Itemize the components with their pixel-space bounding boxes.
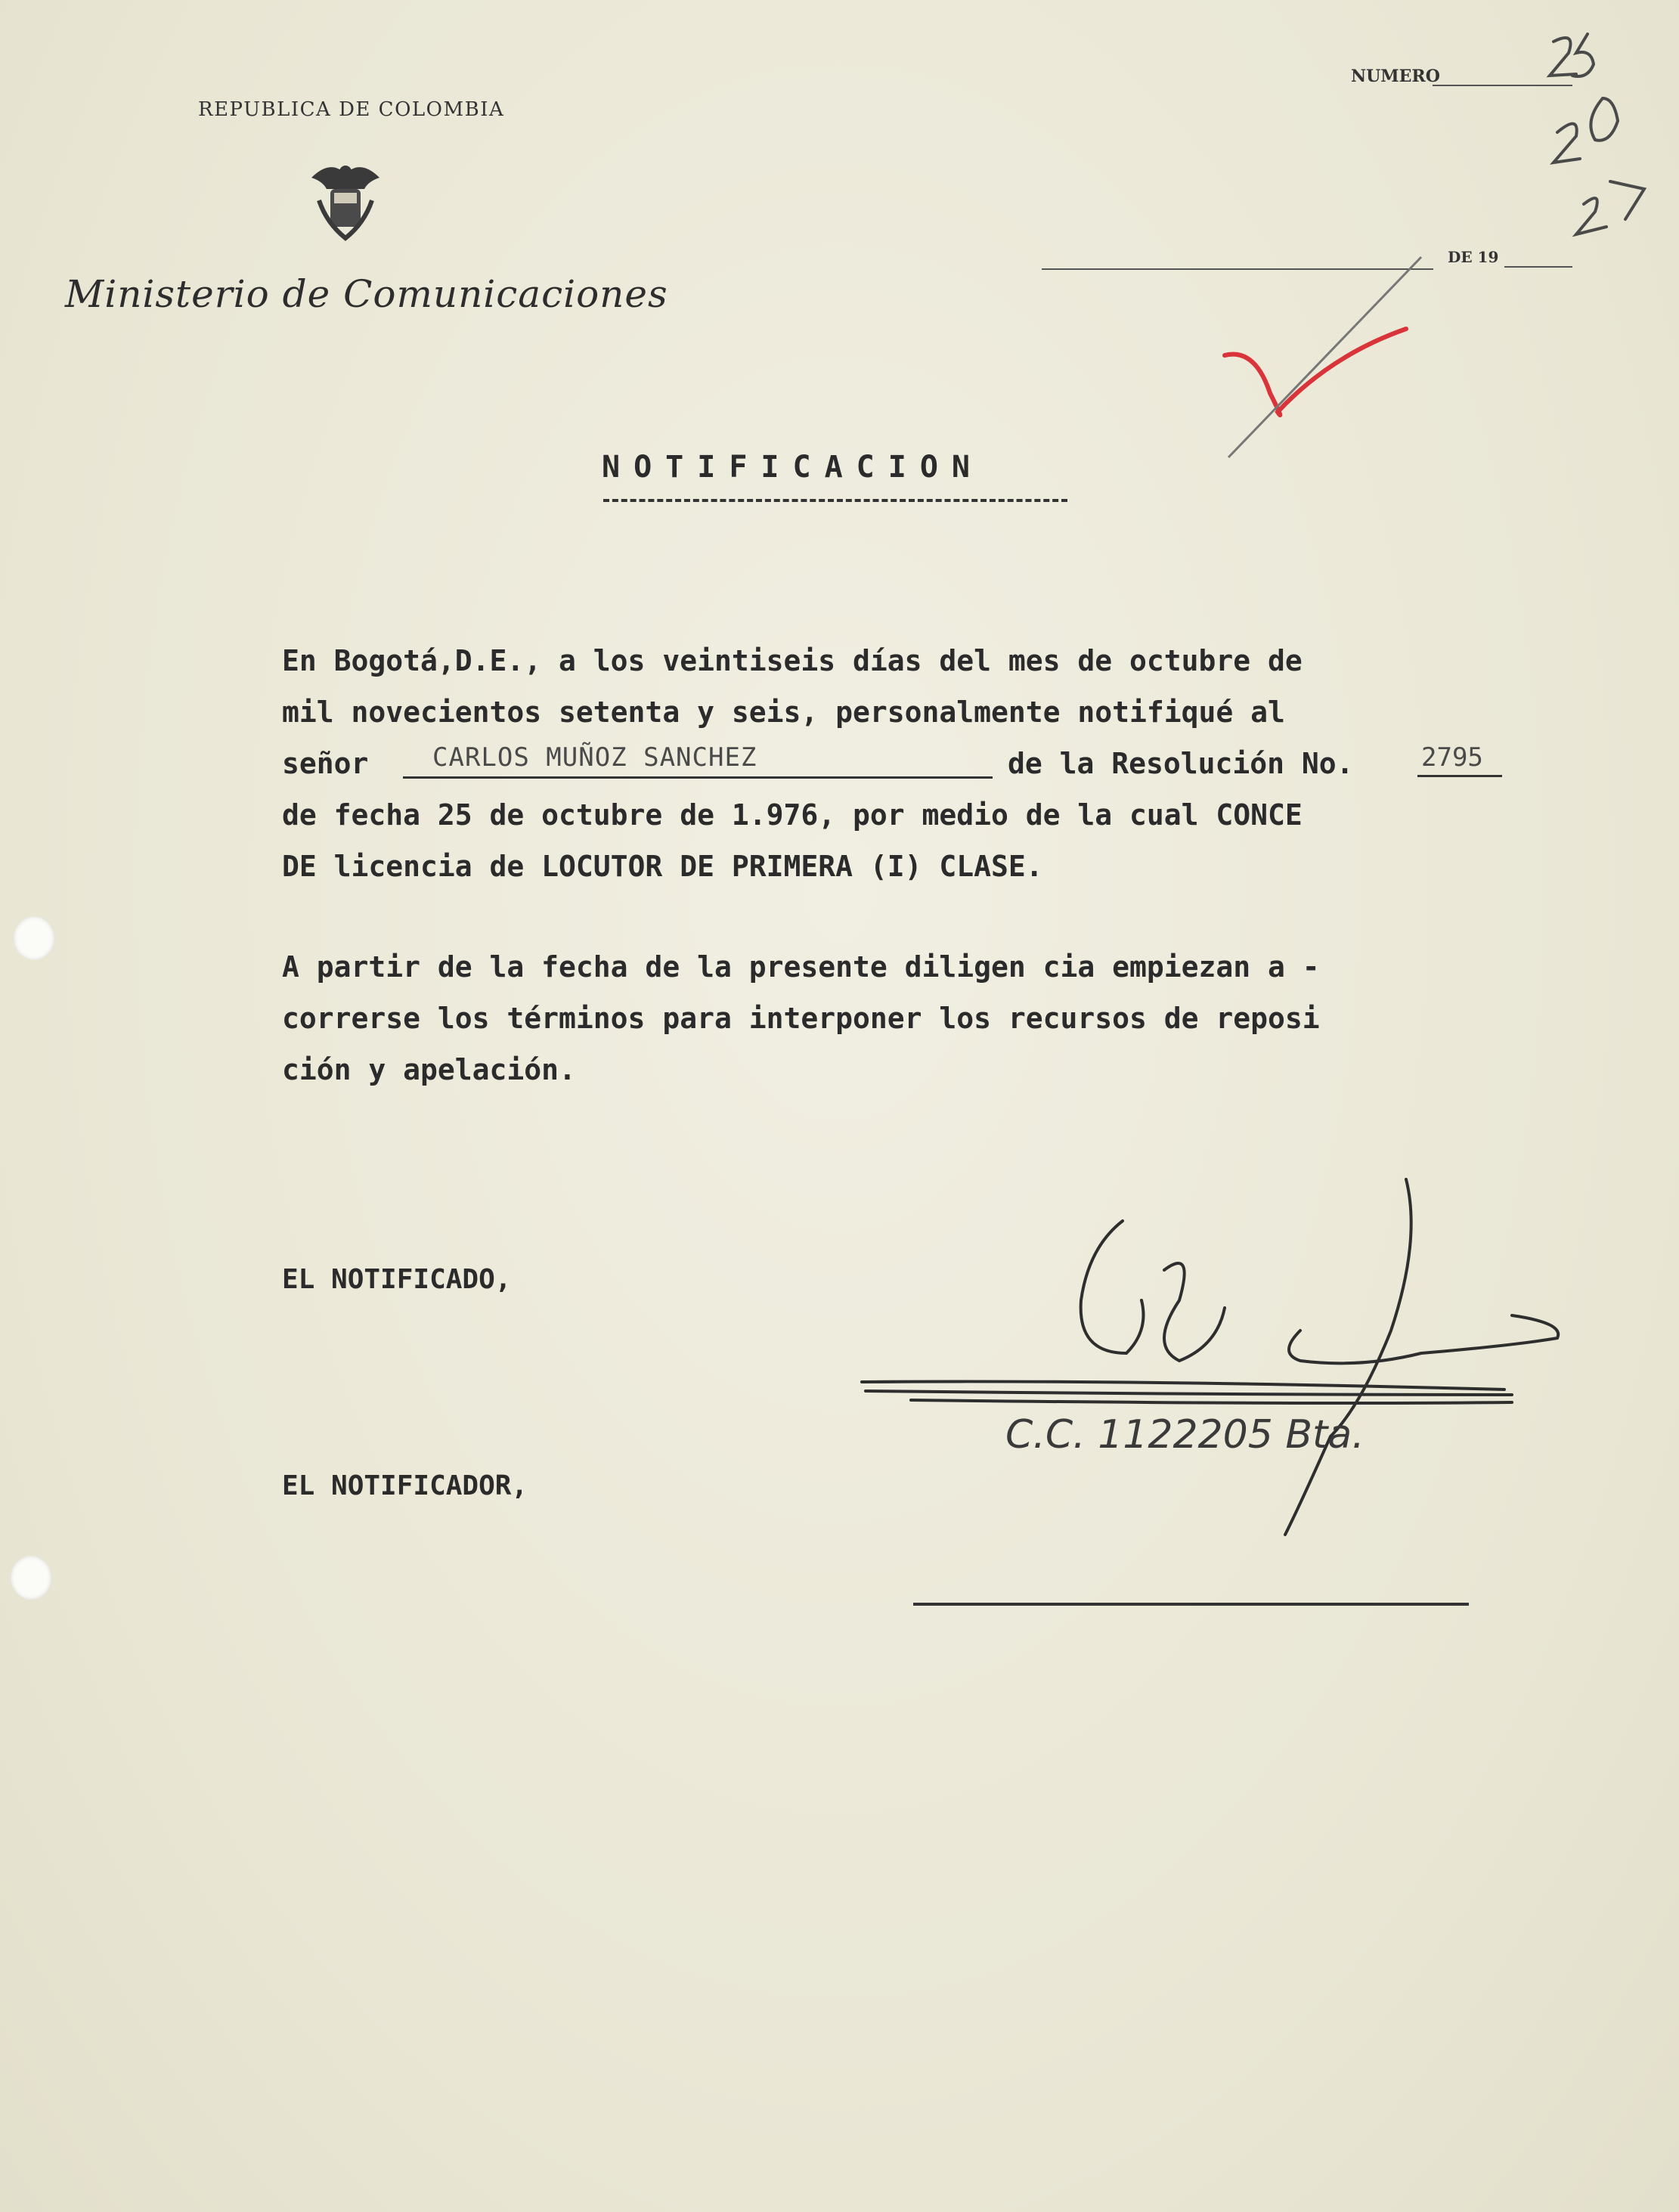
notified-person-name: CARLOS MUÑOZ SANCHEZ (432, 742, 757, 773)
red-check-mark (1225, 329, 1406, 415)
date-label: DE 19 (1448, 248, 1499, 266)
body-line: ción y apelación. (282, 1053, 576, 1086)
notificado-label: EL NOTIFICADO, (282, 1264, 512, 1295)
document-title: NOTIFICACION (602, 450, 984, 485)
resolution-underline (1417, 775, 1502, 777)
notificador-signature-line (913, 1603, 1469, 1606)
body-line: de fecha 25 de octubre de 1.976, por medio de la cual CONCE (282, 798, 1303, 832)
signature (862, 1179, 1558, 1535)
resolution-number: 2795 (1421, 742, 1483, 773)
handwritten-id: C.C. 1122205 Bta. (1005, 1412, 1365, 1458)
body-line: correrse los términos para interponer los recursos de reposi (282, 1002, 1320, 1035)
ministry-name: Ministerio de Comunicaciones (65, 272, 668, 316)
letterhead-country: REPUBLICA DE COLOMBIA (198, 98, 505, 121)
pencil-stroke (1228, 257, 1421, 457)
handwritten-numbers (1550, 34, 1644, 234)
name-underline (403, 776, 993, 779)
body-line: señor (282, 747, 369, 780)
numero-label: NUMERO (1351, 67, 1440, 86)
title-underline (603, 499, 1067, 502)
notificador-label: EL NOTIFICADOR, (282, 1470, 528, 1501)
body-line: DE licencia de LOCUTOR DE PRIMERA (I) CLASE. (282, 850, 1043, 883)
body-line: A partir de la fecha de la presente diligen cia empiezan a - (282, 950, 1320, 984)
body-line: mil novecientos setenta y seis, personalmente notifiqué al (282, 696, 1285, 729)
body-line: En Bogotá,D.E., a los veintiseis días del mes de octubre de (282, 644, 1303, 677)
body-line: de la Resolución No. (1008, 747, 1354, 780)
